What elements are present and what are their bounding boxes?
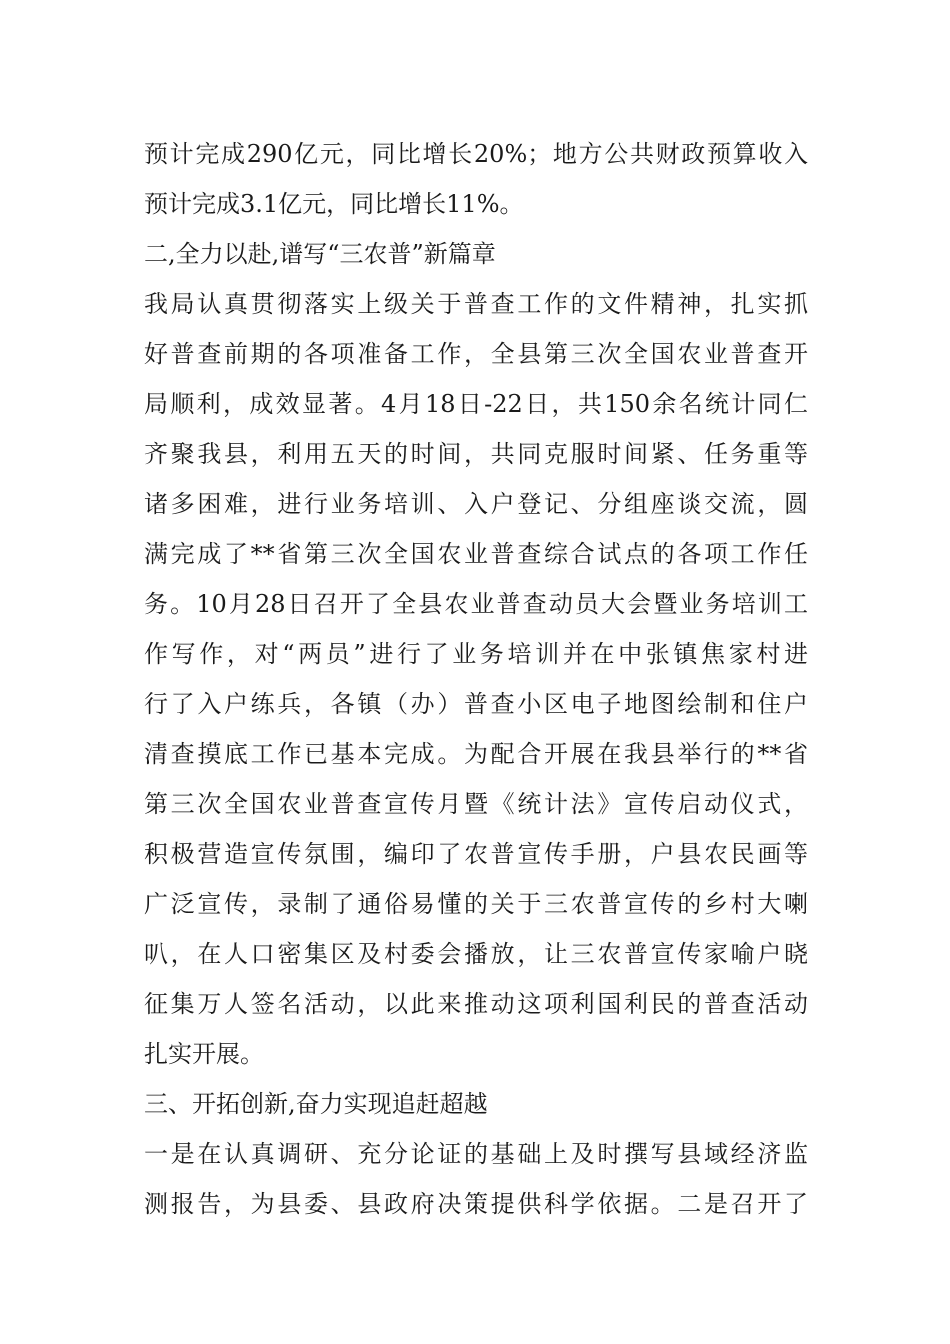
section-heading: 三、开拓创新,奋力实现追赶超越 <box>144 1090 488 1118</box>
text-line: 扎实开展。 <box>144 1040 264 1068</box>
text-line: 满完成了**省第三次全国农业普查综合试点的各项工作任 <box>144 540 808 568</box>
text-line: 广泛宣传，录制了通俗易懂的关于三农普宣传的乡村大喇 <box>144 890 808 918</box>
text-line: 务。10月28日召开了全县农业普查动员大会暨业务培训工 <box>144 590 808 618</box>
text-line: 我局认真贯彻落实上级关于普查工作的文件精神，扎实抓 <box>144 290 808 318</box>
text-line: 第三次全国农业普查宣传月暨《统计法》宣传启动仪式， <box>144 790 808 818</box>
text-line: 作写作，对“两员”进行了业务培训并在中张镇焦家村进 <box>144 640 808 668</box>
text-line: 局顺利，成效显著。4月18日-22日，共150余名统计同仁 <box>144 390 808 418</box>
text-line: 一是在认真调研、充分论证的基础上及时撰写县域经济监 <box>144 1140 808 1168</box>
text-line: 清查摸底工作已基本完成。为配合开展在我县举行的**省 <box>144 740 808 768</box>
text-line: 积极营造宣传氛围，编印了农普宣传手册，户县农民画等 <box>144 840 808 868</box>
text-line: 齐聚我县，利用五天的时间，共同克服时间紧、任务重等 <box>144 440 808 468</box>
text-line: 征集万人签名活动，以此来推动这项利国利民的普查活动 <box>144 990 808 1018</box>
text-line: 叭，在人口密集区及村委会播放，让三农普宣传家喻户晓 <box>144 940 808 968</box>
text-line: 测报告，为县委、县政府决策提供科学依据。二是召开了 <box>144 1190 808 1218</box>
text-line: 预计完成3.1亿元，同比增长11%。 <box>144 190 524 218</box>
text-line: 行了入户练兵，各镇（办）普查小区电子地图绘制和住户 <box>144 690 808 718</box>
section-heading: 二,全力以赴,谱写“三农普”新篇章 <box>144 240 496 268</box>
text-line: 好普查前期的各项准备工作，全县第三次全国农业普查开 <box>144 340 808 368</box>
text-line: 诸多困难，进行业务培训、入户登记、分组座谈交流，圆 <box>144 490 808 518</box>
text-line: 预计完成290亿元，同比增长20%；地方公共财政预算收入 <box>144 140 808 168</box>
